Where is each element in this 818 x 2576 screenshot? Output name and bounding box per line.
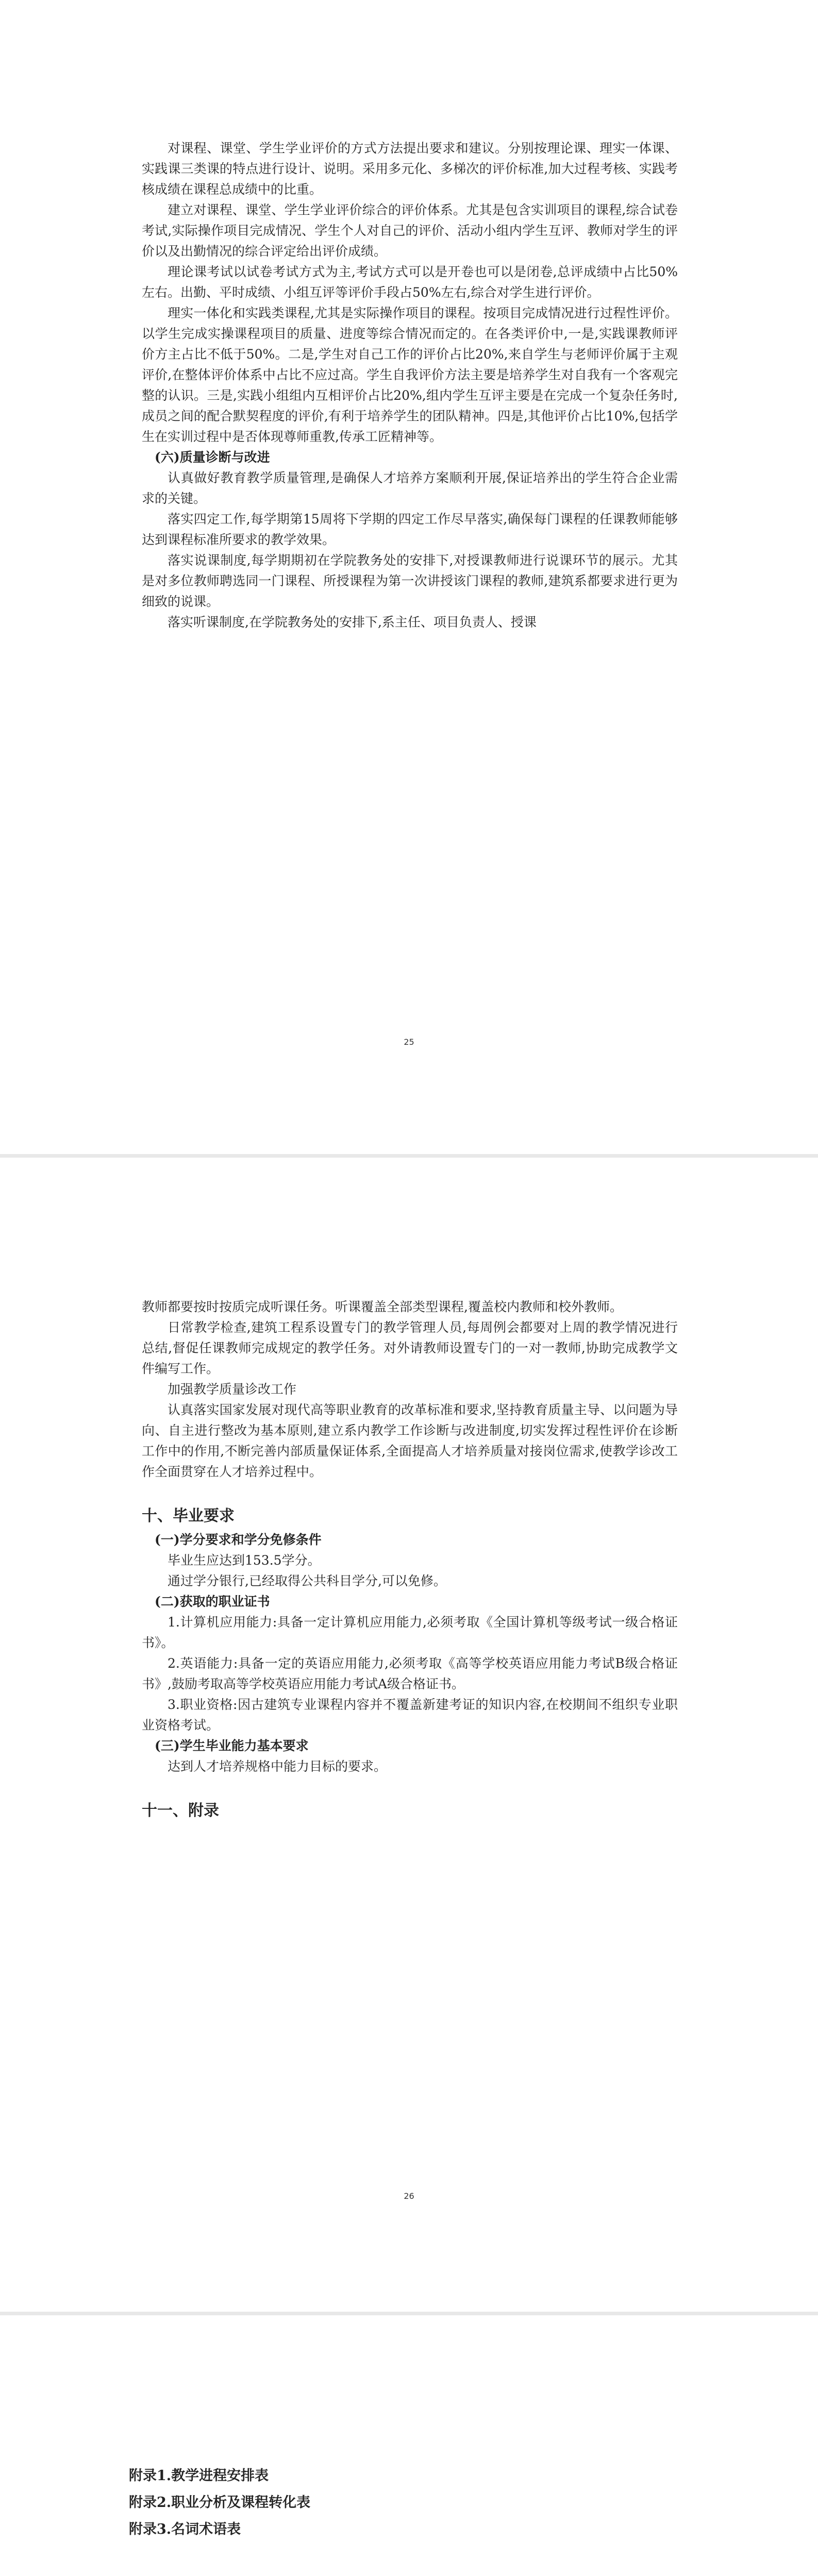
page-25-body (142, 138, 678, 633)
credits-line-total: 毕业生应达到153.5学分。 (168, 1553, 321, 1568)
page-number: 26 (404, 2191, 414, 2201)
paragraph-quality-management: 认真做好教育教学质量管理,是确保人才培养方案顺利开展,保证培养出的学生符合企业需求的关键。 (142, 470, 678, 506)
appendix-item-2: 附录2.职业分析及课程转化表 (129, 2495, 311, 2511)
appendix-item-3: 附录3.名词术语表 (129, 2521, 241, 2537)
document-page-26 (0, 1158, 818, 2312)
paragraph-observation-system: 落实听课制度,在学院教务处的安排下,系主任、项目负责人、授课 (168, 615, 537, 630)
document-page-27 (0, 2315, 818, 2576)
section-heading-quality-diagnosis: (六)质量诊断与改进 (155, 450, 270, 465)
paragraph-observation-continued: 教师都要按时按质完成听课任务。听课覆盖全部类型课程,覆盖校内教师和校外教师。 (142, 1299, 623, 1314)
paragraph-theory-exam: 理论课考试以试卷考试方式为主,考试方式可以是开卷也可以是闭卷,总评成绩中占比50%左右。出勤、平时成绩、小组互评等评价手段占50%左右,综合对学生进行评价。 (142, 264, 678, 300)
paragraph-diagnosis-reform: 认真落实国家发展对现代高等职业教育的改革标准和要求,坚持教育质量主导、以问题为导向、自主进行整改为基本原则,建立系内教学工作诊断与改进制度,切实发挥过程性评价在诊断工作中的作用,不断完善内部质量保证体系,全面提高人才培养质量对接岗位需求,使教学诊改工作全面贯穿在人才培养过程中。 (142, 1402, 678, 1479)
paragraph-daily-inspection: 日常教学检查,建筑工程系设置专门的教学管理人员,每周例会都要对上周的教学情况进行总结,督促任课教师完成规定的教学任务。对外请教师设置专门的一对一教师,协助完成教学文件编写工作。 (142, 1320, 678, 1376)
section-heading-appendix: 十一、附录 (142, 1802, 219, 1820)
section-heading-graduation: 十、毕业要求 (142, 1507, 235, 1525)
paragraph-evaluation-system: 建立对课程、课堂、学生学业评价综合的评价体系。尤其是包含实训项目的课程,综合试卷考试,实际操作项目完成情况、学生个人对自己的评价、活动小组内学生互评、教师对学生的评价以及出勤情况的综合评定给出评价成绩。 (142, 202, 678, 259)
page-26-body (142, 1297, 678, 1824)
certificate-english: 2.英语能力:具备一定的英语应用能力,必须考取《高等学校英语应用能力考试B级合格证书》,鼓励考取高等学校英语应用能力考试A级合格证书。 (142, 1656, 678, 1691)
subheading-credits: (一)学分要求和学分免修条件 (155, 1532, 322, 1547)
subheading-diagnosis-improvement: 加强教学质量诊改工作 (168, 1382, 297, 1397)
subheading-ability: (三)学生毕业能力基本要求 (155, 1738, 309, 1753)
paragraph-practice-evaluation: 理实一体化和实践类课程,尤其是实际操作项目的课程。按项目完成情况进行过程性评价。以学生完成实操课程项目的质量、进度等综合情况而定的。在各类评价中,一是,实践课教师评价方主占比不低于50%。二是,学生对自己工作的评价占比20%,来自学生与老师评价属于主观评价,在整体评价体系中占比不应过高。学生自我评价方法主要是培养学生对自我有一个客观完整的认识。三是,实践小组组内互相评价占比20%,组内学生互评主要是在完成一个复杂任务时,成员之间的配合默契程度的评价,有利于培养学生的团队精神。四是,其他评价占比10%,包括学生在实训过程中是否体现尊师重教,传承工匠精神等。 (142, 306, 678, 444)
ability-requirement: 达到人才培养规格中能力目标的要求。 (168, 1759, 387, 1774)
document-page-25 (0, 0, 818, 1154)
paragraph-four-fix-work: 落实四定工作,每学期第15周将下学期的四定工作尽早落实,确保每门课程的任课教师能够达到课程标准所要求的教学效果。 (142, 512, 678, 547)
certificate-professional: 3.职业资格:因古建筑专业课程内容并不覆盖新建考证的知识内容,在校期间不组织专业职业资格考试。 (142, 1697, 678, 1733)
appendix-item-1: 附录1.教学进程安排表 (129, 2468, 269, 2484)
certificate-computer: 1.计算机应用能力:具备一定计算机应用能力,必须考取《全国计算机等级考试一级合格证书》。 (142, 1615, 678, 1650)
subheading-certificates: (二)获取的职业证书 (155, 1594, 270, 1609)
appendix-list (129, 2463, 665, 2543)
paragraph-lecture-system: 落实说课制度,每学期期初在学院教务处的安排下,对授课教师进行说课环节的展示。尤其是对多位教师聘选同一门课程、所授课程为第一次讲授该门课程的教师,建筑系都要求进行更为细致的说课。 (142, 553, 678, 609)
paragraph-evaluation-methods: 对课程、课堂、学生学业评价的方式方法提出要求和建议。分别按理论课、理实一体课、实践课三类课的特点进行设计、说明。采用多元化、多梯次的评价标准,加大过程考核、实践考核成绩在课程总成绩中的比重。 (142, 141, 678, 197)
page-number: 25 (404, 1037, 414, 1047)
credits-line-exemption: 通过学分银行,已经取得公共科目学分,可以免修。 (168, 1573, 446, 1588)
